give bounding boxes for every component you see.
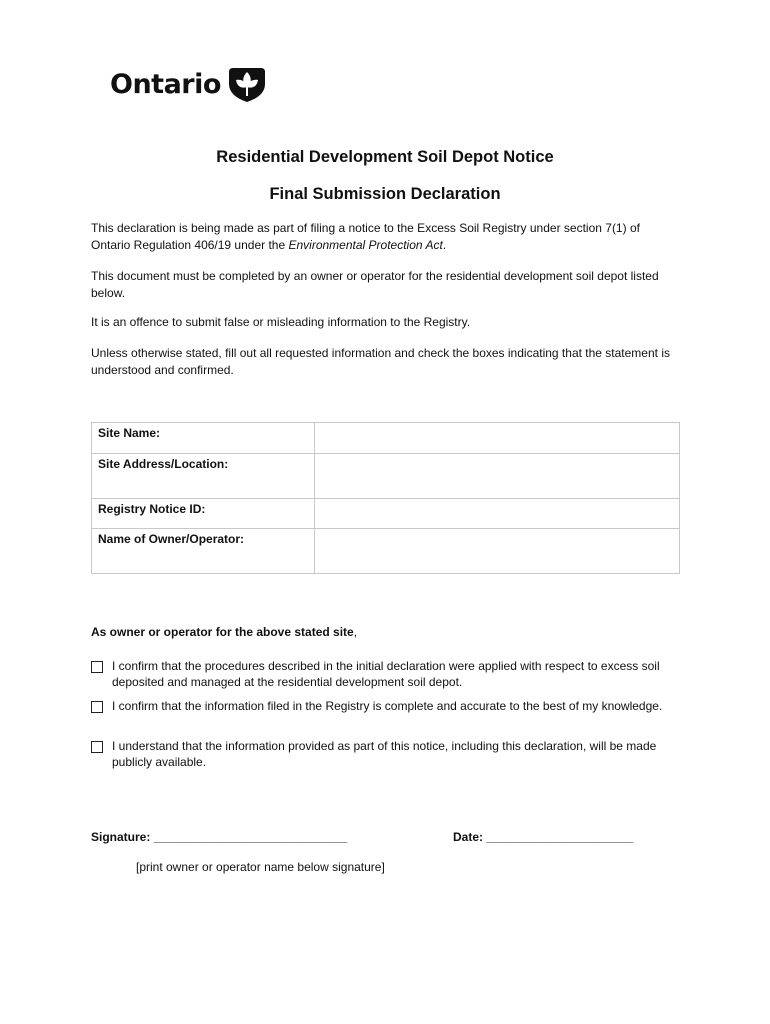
page-title: Residential Development Soil Depot Notice bbox=[216, 148, 554, 166]
signature-note: [print owner or operator name below signature] bbox=[136, 860, 385, 874]
table-row bbox=[92, 529, 680, 574]
logo-wordmark: Ontario bbox=[110, 68, 221, 100]
ontario-logo bbox=[110, 64, 267, 104]
intro-paragraph-1 bbox=[91, 220, 681, 254]
public-disclosure-statement: I understand that the information provided as part of this notice, including this declaration, will be made publicly available. bbox=[112, 739, 657, 769]
act-name: Environmental Protection Act bbox=[288, 238, 443, 252]
intro-paragraph-3: It is an offence to submit false or misleading information to the Registry. bbox=[91, 315, 471, 329]
table-row bbox=[92, 423, 680, 454]
intro-paragraph-4: Unless otherwise stated, fill out all requested information and check the boxes indicating that the statement is understood and confirmed. bbox=[91, 346, 670, 377]
confirmation-item-procedures bbox=[91, 659, 681, 690]
intro-period: . bbox=[442, 238, 447, 252]
accuracy-statement: I confirm that the information filed in the Registry is complete and accurate to the best of my knowledge. bbox=[112, 699, 663, 713]
site-address-label: Site Address/Location: bbox=[92, 454, 315, 499]
site-name-field[interactable] bbox=[315, 423, 680, 454]
site-name-label: Site Name: bbox=[92, 423, 315, 454]
public-disclosure-checkbox[interactable] bbox=[91, 741, 103, 753]
confirmation-lead bbox=[91, 625, 357, 639]
confirmation-lead-text: As owner or operator for the above stated site bbox=[91, 625, 354, 639]
procedures-checkbox[interactable] bbox=[91, 661, 103, 673]
registry-notice-id-field[interactable] bbox=[315, 499, 680, 529]
confirmation-item-public bbox=[91, 739, 681, 770]
table-row bbox=[92, 499, 680, 529]
intro-paragraph-2: This document must be completed by an owner or operator for the residential development soil depot listed below. bbox=[91, 269, 659, 300]
accuracy-checkbox[interactable] bbox=[91, 701, 103, 713]
page-subtitle: Final Submission Declaration bbox=[269, 185, 501, 203]
confirmation-item-accuracy bbox=[91, 699, 681, 715]
signature-line[interactable]: Signature: _____________________________ bbox=[91, 830, 348, 844]
ontario-trillium-icon bbox=[227, 64, 267, 104]
confirmation-lead-comma: , bbox=[353, 625, 358, 639]
registry-notice-id-label: Registry Notice ID: bbox=[92, 499, 315, 529]
procedures-statement: I confirm that the procedures described in the initial declaration were applied with respect to excess soil deposited and managed at the residential development soil depot. bbox=[112, 659, 660, 689]
site-address-field[interactable] bbox=[315, 454, 680, 499]
owner-operator-label: Name of Owner/Operator: bbox=[92, 529, 315, 574]
table-row bbox=[92, 454, 680, 499]
intro-text: This declaration is being made as part of filing a notice to the Excess Soil Registry under section 7(1) of Ontario Regulation 406/19 under the bbox=[91, 221, 640, 252]
date-line[interactable]: Date: ______________________ bbox=[453, 830, 634, 844]
owner-operator-field[interactable] bbox=[315, 529, 680, 574]
site-info-table bbox=[91, 422, 680, 574]
